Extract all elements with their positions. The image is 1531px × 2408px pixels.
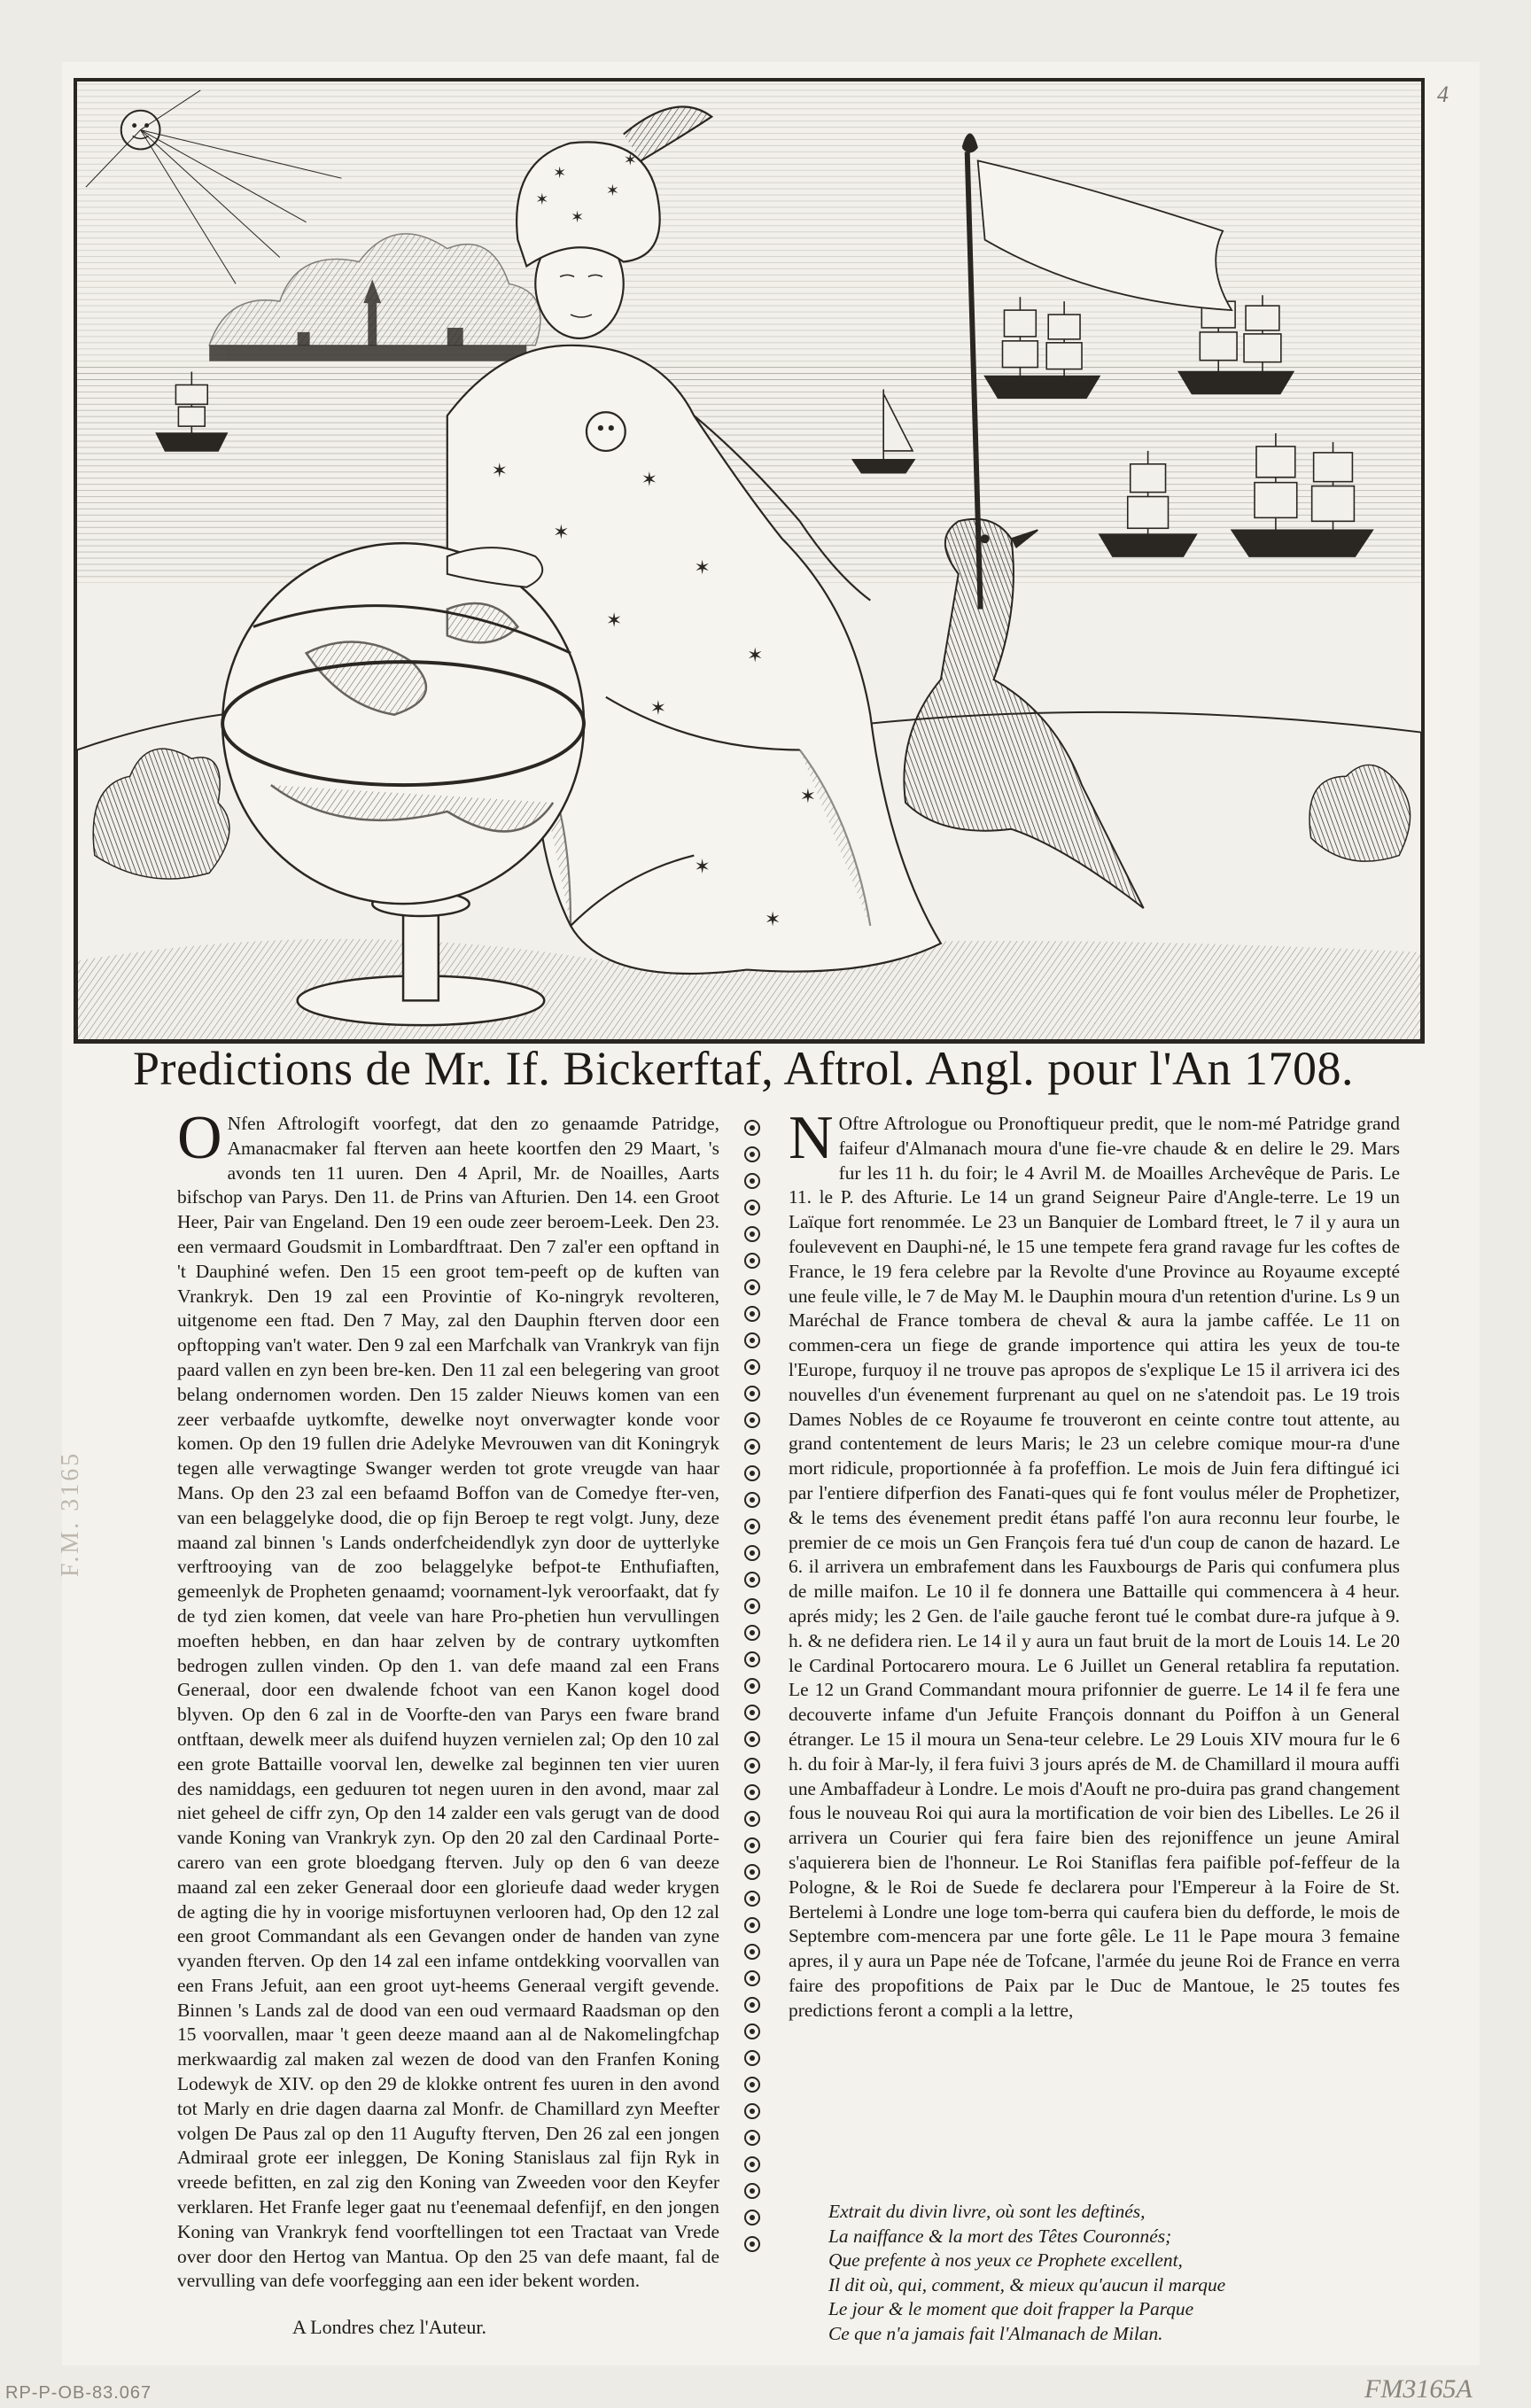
ornament-flower-icon (745, 1785, 759, 1799)
verse-line: Ce que n'a jamais fait l'Almanach de Milan. (828, 2322, 1163, 2344)
svg-text:✶: ✶ (694, 556, 711, 579)
engraving-astrologer (74, 78, 1425, 1044)
french-text: Oftre Aftrologue ou Pronoftiqueur predit, que le nom-mé Patridge grand faifeur d'Almanach moura d'une fie-vre chaude & en delire le 29. Mars fur les 11 h. du foir; le 4 Avril M. de Moailles Archevêque de Paris. Le 11. le P. des Afturie. Le 14 un grand Seigneur Paire d'Angle-terre. Le 19 un Laïque fort renommée. Le 23 un Banquier de Lombard ftreet, le 7 il y aura un foulevevent en Dauphi-né, le 15 une tempete fera grand ravage fur les coftes de France, le 19 fera celebre par la Revolte d'une Province au Royaume excepté une feule ville, le 7 de May M. le Dauphin moura d'un retention d'urine. Ls 9 un Maréchal de France tombera de cheval & aura la jambe caffée. Le 11 on commen-cera un fiege de grande importence qui attira les yeux de tou-te l'Europe, furquoy il ne trouve pas apropos de s'explique Le 15 il arrivera ici des nouvelles d'un évenement furprenant au quel on ne s'atendoit pas. Le 19 trois Dames Nobles de ce Royaume fe trouveront en ceinte contre tout attente, au grand contentement de leurs Maris; le 23 un celebre comique mour-ra d'une mort ridicule, proportionnée à fa profeffion. Le mois de Juin fera diftingué ici par l'entiere difperfion des Fanati-ques qui fe font voulus méler de Prophetizer, & le tems des évenement predit étans paffé l'on aura reconnu leur fourbe, le premier de ce mois un Gen François fera tué d'un coup de canon de hazard. Le 6. il arrivera un embrafement dans les Fauxbourgs de Paris qui confumera plus de mille maifon. Le 10 il fe donnera une Battaille qui commencera à 4 heur. aprés midy; les 2 Gen. de l'aile gauche feront tué le combat dure-ra jufque à 9. h. & ne defidera rien. Le 14 il y aura un faut bruit de la mort de Louis 14. Le 20 le Cardinal Portocarero moura. Le 6 Juillet un General retablira fa reputation. Le 12 un Grand Commandant moura prifonnier de guerre. Le 14 il fe fera une decouverte infame d'un Jefuite François donnant du Poiffon à un General étranger. Le 15 il moura un Sena-teur celebre. Le 29 Louis XIV moura fur le 6 h. du foir à Mar-ly, il fera fuivi 3 jours aprés de M. de Chamillard il moura auffi une Ambaffadeur à Londre. Le mois d'Aouft ne pro-duira pas grand changement fous le nouveau Roi qui aura la mortification de voir bien des Libelles. Le 26 il arrivera un Courier qui fera faire bien des rejoniffence un jeune Amiral s'aquierera bien de l'honneur. Le Roi Staniflas fera paifible pof-feffeur de la Pologne, & le Roi de Suede fe declarera pour l'Empereur à la Foire de St. Bertelemi à Londre une loge tom-berra qui caufera bien du defforde, le mois de Septembre com-mencera par une forte gêle. Le 11 le Pape moura 3 femaine apres, il y aura un Pape née de Tofcane, l'armée du jeune Roi de France en verra faire des propofitions de Paix par le Duc de Mantoue, le 25 toutes fes predictions feront a compli a la lettre, (789, 1113, 1400, 2021)
dutch-text-column (177, 1104, 719, 2294)
svg-text:✶: ✶ (747, 645, 764, 667)
verse-line: Extrait du divin livre, où sont les deftinés, (828, 2201, 1146, 2222)
catalogue-mark: FM3165A (1364, 2374, 1473, 2404)
ornament-flower-icon (745, 1387, 759, 1401)
ornament-flower-icon (745, 2024, 759, 2039)
ornament-flower-icon (745, 1493, 759, 1507)
engraving-illustration (77, 82, 1421, 1040)
svg-text:✶: ✶ (605, 182, 619, 200)
svg-text:✶: ✶ (764, 908, 781, 930)
dropcap-left: O (177, 1104, 222, 1172)
ornament-flower-icon (745, 1626, 759, 1640)
verse-line: Il dit où, qui, comment, & mieux qu'aucun il marque (828, 2273, 1226, 2295)
verse-line: Le jour & le moment que doit frapper la Parque (828, 2298, 1194, 2320)
verse-line: La naiffance & la mort des Têtes Couronnés; (828, 2225, 1172, 2247)
imprint: A Londres chez l'Auteur. (292, 2316, 487, 2338)
french-text-column (789, 1104, 1400, 2023)
svg-text:✶: ✶ (649, 697, 666, 719)
ornament-flower-icon (745, 1679, 759, 1693)
ornament-flower-icon (745, 1732, 759, 1746)
ornament-divider (737, 1115, 767, 2257)
svg-text:✶: ✶ (623, 151, 637, 169)
svg-text:✶: ✶ (605, 610, 623, 632)
ornament-flower-icon (745, 1705, 759, 1720)
ornament-flower-icon (745, 2131, 759, 2145)
svg-text:✶: ✶ (641, 469, 657, 491)
ornament-flower-icon (745, 2051, 759, 2065)
ornament-flower-icon (745, 1971, 759, 1985)
ornament-flower-icon (745, 1413, 759, 1427)
side-mark: F.M. 3165 (57, 1450, 84, 1577)
ornament-flower-icon (745, 1360, 759, 1374)
ornament-flower-icon (745, 1546, 759, 1560)
ornament-flower-icon (745, 1599, 759, 1613)
ornament-flower-icon (745, 1519, 759, 1534)
ornament-flower-icon (745, 1865, 759, 1879)
ornament-flower-icon (745, 1466, 759, 1480)
ornament-flower-icon (745, 1227, 759, 1241)
dropcap-right: N (789, 1104, 834, 1172)
ornament-flower-icon (745, 1652, 759, 1666)
ornament-flower-icon (745, 2184, 759, 2198)
ornament-flower-icon (745, 1307, 759, 1321)
ornament-flower-icon (745, 1254, 759, 1268)
ornament-flower-icon (745, 1280, 759, 1294)
ornament-flower-icon (745, 1759, 759, 1773)
ornament-flower-icon (745, 1998, 759, 2012)
ornament-flower-icon (745, 2157, 759, 2171)
svg-text:✶: ✶ (799, 786, 817, 807)
ornament-flower-icon (745, 1812, 759, 1826)
dutch-text: Nfen Aftrologift voorfegt, dat den zo genaamde Patridge, Amanacmaker fal fterven aan heete koortfen den 29 Maart, 's avonds ten 11 uuren. Den 4 April, Mr. de Noailles, Aarts bifschop van Parys. Den 11. de Prins van Afturien. Den 14. een Groot Heer, Pair van Engeland. Den 19 een oude zeer beroem-Leek. Den 23. een vermaard Goudsmit in Lombardftraat. Den 7 zal'er een opftand in 't Dauphiné wefen. Den 15 een groot tem-peeft op de kuften van Vrankryk. Den 19 zal een Provintie of Ko-ningryk revolteren, uitgenome een ftad. Den 7 May, zal den Dauphin fterven door een opftopping van't water. Den 9 zal een Marfchalk van Vrankryk van fijn paard vallen en zyn been bre-ken. Den 11 zal een belegering van groot belang ondernomen worden. Den 15 zalder Nieuws komen van een zeer verbaafde uytkomfte, dewelke noyt onverwagter konde voor komen. Op den 19 fullen drie Adelyke Mevrouwen van dit Koningryk tegen alle verwagtinge Swanger werden tot grote vreugde van haar Mans. Op den 23 zal een befaamd Boffon van de Comedye fter-ven, van een belaggelyke dood, die op fijn Beroep te regt volgt. Juny, deze maand zal binnen 's Lands onderfcheidendlyk zyn door de uytterlyke verftrooying van de zoo belaggelyke befpot-te Enthufiaften, gemeenlyk de Propheten genaamd; voornament-lyk veroorfaakt, dat fy de tyd zien komen, dat veele van hare Pro-phetien hun vervullingen moeften hebben, en dan haar zelven by de contrary uytkomften bedrogen zullen vinden. Op den 1. van defe maand zal een Frans Generaal, door een dwalende fchoot van een Kanon kogel dood blyven. Op den 6 zal in de Voorfte-den van Parys een fware brand ontftaan, dewelk meer als duifend huyzen vernielen zal; Op den 10 zal een grote Battaille voorval len, dewelke zal beginnen ten vier uuren des namiddags, een geduuren tot negen uuren in den avond, maar zal niet geheel de ciffr zyn, Op den 14 zalder een vals gerugt van de dood vande Koning van Vrankryk zyn. Op den 20 zal den Cardinaal Porte-carero van een grote bloedgang fterven. July op den 6 van deeze maand zal een zeker Generaal door een glorieufe daad weder krygen de agting die hy in voorige misfortuynen verlooren had, Op den 12 zal een groot Commandant als een Gevangen onder de handen van zyne vyanden fterven. Op den 14 zal een infame ontdekking voorvallen van een Frans Jefuit, aan een groot uyt-heems Generaal vergift gevende. Binnen 's Lands zal de dood van een oud vermaard Raadsman op den 15 voorvallen, maar 't geen deeze maand aan al de Nakomelingfchap merkwaardig zal maken zal wezen de dood van den Franfen Koning Lodewyk de XIV. op den 29 de klokke ontrent fes uuren in den avond tot Marly en drie dagen daarna zal Monfr. de Chamillard zyn Meefter volgen De Paus zal op den 11 Augufty fterven, Den 26 zal een jongen Admiraal grote eer inleggen, De Koning Stanislaus zal fijn Ryk in vreede befitten, en zal zig den Koning van Zweeden voor den Keyfer verklaren. Het Franfe leger gaat nu t'eenemaal defenfijf, en den jongen Koning van Vrankryk fend voorftellingen tot een Tractaat van Vrede over door den Hertog van Mantua. Op den 25 van defe maant, fal de vervulling van defe voorfegging aan een ider bekent worden. (177, 1113, 719, 2292)
ornament-flower-icon (745, 2237, 759, 2251)
svg-text:✶: ✶ (553, 522, 570, 544)
ornament-flower-icon (745, 1174, 759, 1188)
svg-text:✶: ✶ (694, 856, 711, 878)
svg-text:✶: ✶ (553, 164, 567, 183)
svg-text:✶: ✶ (535, 190, 549, 208)
ornament-flower-icon (745, 1121, 759, 1135)
print-title: Predictions de Mr. If. Bickerftaf, Aftrol. Angl. pour l'An 1708. (133, 1042, 1355, 1095)
inventory-number: RP-P-OB-83.067 (5, 2383, 152, 2403)
verse-block (828, 2200, 1395, 2347)
svg-text:✶: ✶ (491, 460, 508, 482)
ornament-flower-icon (745, 2078, 759, 2092)
ornament-flower-icon (745, 1838, 759, 1853)
ornament-flower-icon (745, 2210, 759, 2225)
ornament-flower-icon (745, 1945, 759, 1959)
ornament-flower-icon (745, 2104, 759, 2118)
ornament-flower-icon (745, 1573, 759, 1587)
ornament-flower-icon (745, 1147, 759, 1161)
ornament-flower-icon (745, 1891, 759, 1906)
ornament-flower-icon (745, 1918, 759, 1932)
ornament-flower-icon (745, 1440, 759, 1454)
verse-line: Que prefente à nos yeux ce Prophete excellent, (828, 2249, 1183, 2272)
ornament-flower-icon (745, 1200, 759, 1215)
page-number: 4 (1437, 82, 1449, 107)
ornament-flower-icon (745, 1333, 759, 1348)
svg-text:✶: ✶ (571, 207, 585, 226)
